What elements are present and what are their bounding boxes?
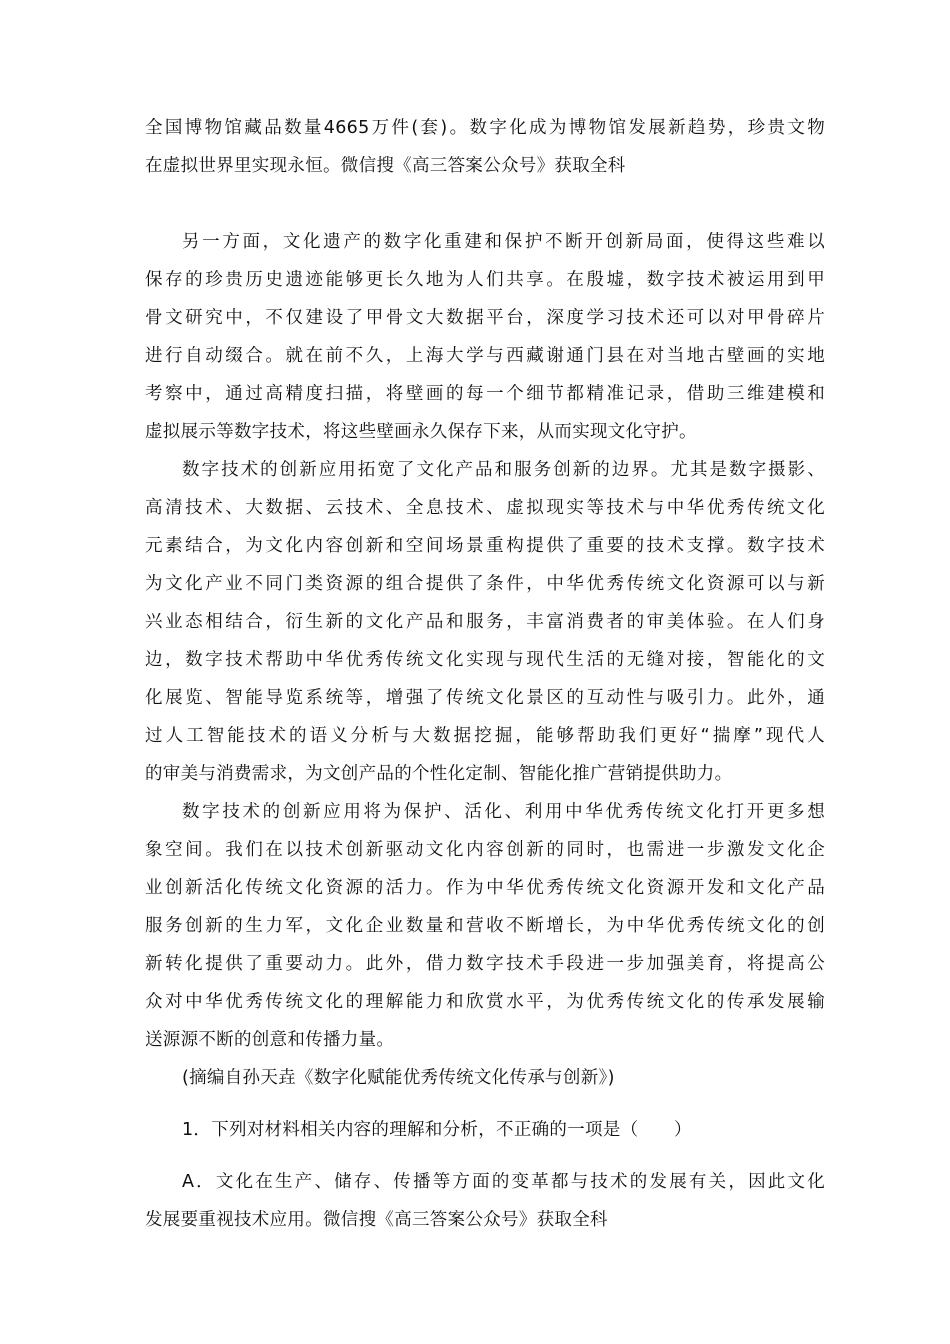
text-line: 考察中，通过高精度扫描，将壁画的每一个细节都精准记录，借助三维建模和 bbox=[145, 384, 825, 404]
text-line: 进行自动缀合。就在前不久，上海大学与西藏谢通门县在对当地古壁画的实地 bbox=[145, 346, 825, 366]
text-line: 新转化提供了重要动力。此外，借力数字技术手段进一步加强美育，将提高公 bbox=[145, 954, 825, 974]
text-line: 业创新活化传统文化资源的活力。作为中华优秀传统文化资源开发和文化产品 bbox=[145, 878, 825, 898]
text-line: 送源源不断的创意和传播力量。 bbox=[145, 1030, 395, 1050]
text-line: 兴业态相结合，衍生新的文化产品和服务，丰富消费者的审美体验。在人们身 bbox=[145, 612, 825, 632]
paragraph-first-line: 数字技术的创新应用将为保护、活化、利用中华优秀传统文化打开更多想 bbox=[182, 802, 825, 822]
text-line: 高清技术、大数据、云技术、全息技术、虚拟现实等技术与中华优秀传统文化 bbox=[145, 498, 825, 518]
source-citation: (摘编自孙天垚《数字化赋能优秀传统文化传承与创新》) bbox=[182, 1068, 615, 1088]
text-line: 边，数字技术帮助中华优秀传统文化实现与现代生活的无缝对接，智能化的文 bbox=[145, 650, 825, 670]
text-line: 众对中华优秀传统文化的理解能力和欣赏水平，为优秀传统文化的传承发展输 bbox=[145, 992, 825, 1012]
text-line: 元素结合，为文化内容创新和空间场景重构提供了重要的技术支撑。数字技术 bbox=[145, 536, 825, 556]
text-line: 过人工智能技术的语义分析与大数据挖掘，能够帮助我们更好“揣摩”现代人 bbox=[145, 726, 825, 746]
text-line: 骨文研究中，不仅建设了甲骨文大数据平台，深度学习技术还可以对甲骨碎片 bbox=[145, 308, 825, 328]
paragraph-first-line: 另一方面，文化遗产的数字化重建和保护不断开创新局面，使得这些难以 bbox=[182, 232, 825, 252]
option-a-continuation: 发展要重视技术应用。微信搜《高三答案公众号》获取全科 bbox=[145, 1210, 608, 1230]
text-line: 在虚拟世界里实现永恒。微信搜《高三答案公众号》获取全科 bbox=[145, 156, 626, 176]
text-line: 全国博物馆藏品数量4665万件(套)。数字化成为博物馆发展新趋势，珍贵文物 bbox=[145, 118, 825, 138]
option-a: A．文化在生产、储存、传播等方面的变革都与技术的发展有关，因此文化 bbox=[182, 1172, 825, 1192]
question-stem: 1．下列对材料相关内容的理解和分析，不正确的一项是（ ） bbox=[182, 1120, 692, 1140]
text-line: 为文化产业不同门类资源的组合提供了条件，中华优秀传统文化资源可以与新 bbox=[145, 574, 825, 594]
text-line: 化展览、智能导览系统等，增强了传统文化景区的互动性与吸引力。此外，通 bbox=[145, 688, 825, 708]
text-line: 保存的珍贵历史遗迹能够更长久地为人们共享。在殷墟，数字技术被运用到甲 bbox=[145, 270, 825, 290]
paragraph-first-line: 数字技术的创新应用拓宽了文化产品和服务创新的边界。尤其是数字摄影、 bbox=[182, 460, 825, 480]
text-line: 的审美与消费需求，为文创产品的个性化定制、智能化推广营销提供助力。 bbox=[145, 764, 733, 784]
text-line: 服务创新的生力军，文化企业数量和营收不断增长，为中华优秀传统文化的创 bbox=[145, 916, 825, 936]
text-line: 象空间。我们在以技术创新驱动文化内容创新的同时，也需进一步激发文化企 bbox=[145, 840, 825, 860]
text-line: 虚拟展示等数字技术，将这些壁画永久保存下来，从而实现文化守护。 bbox=[145, 422, 697, 442]
